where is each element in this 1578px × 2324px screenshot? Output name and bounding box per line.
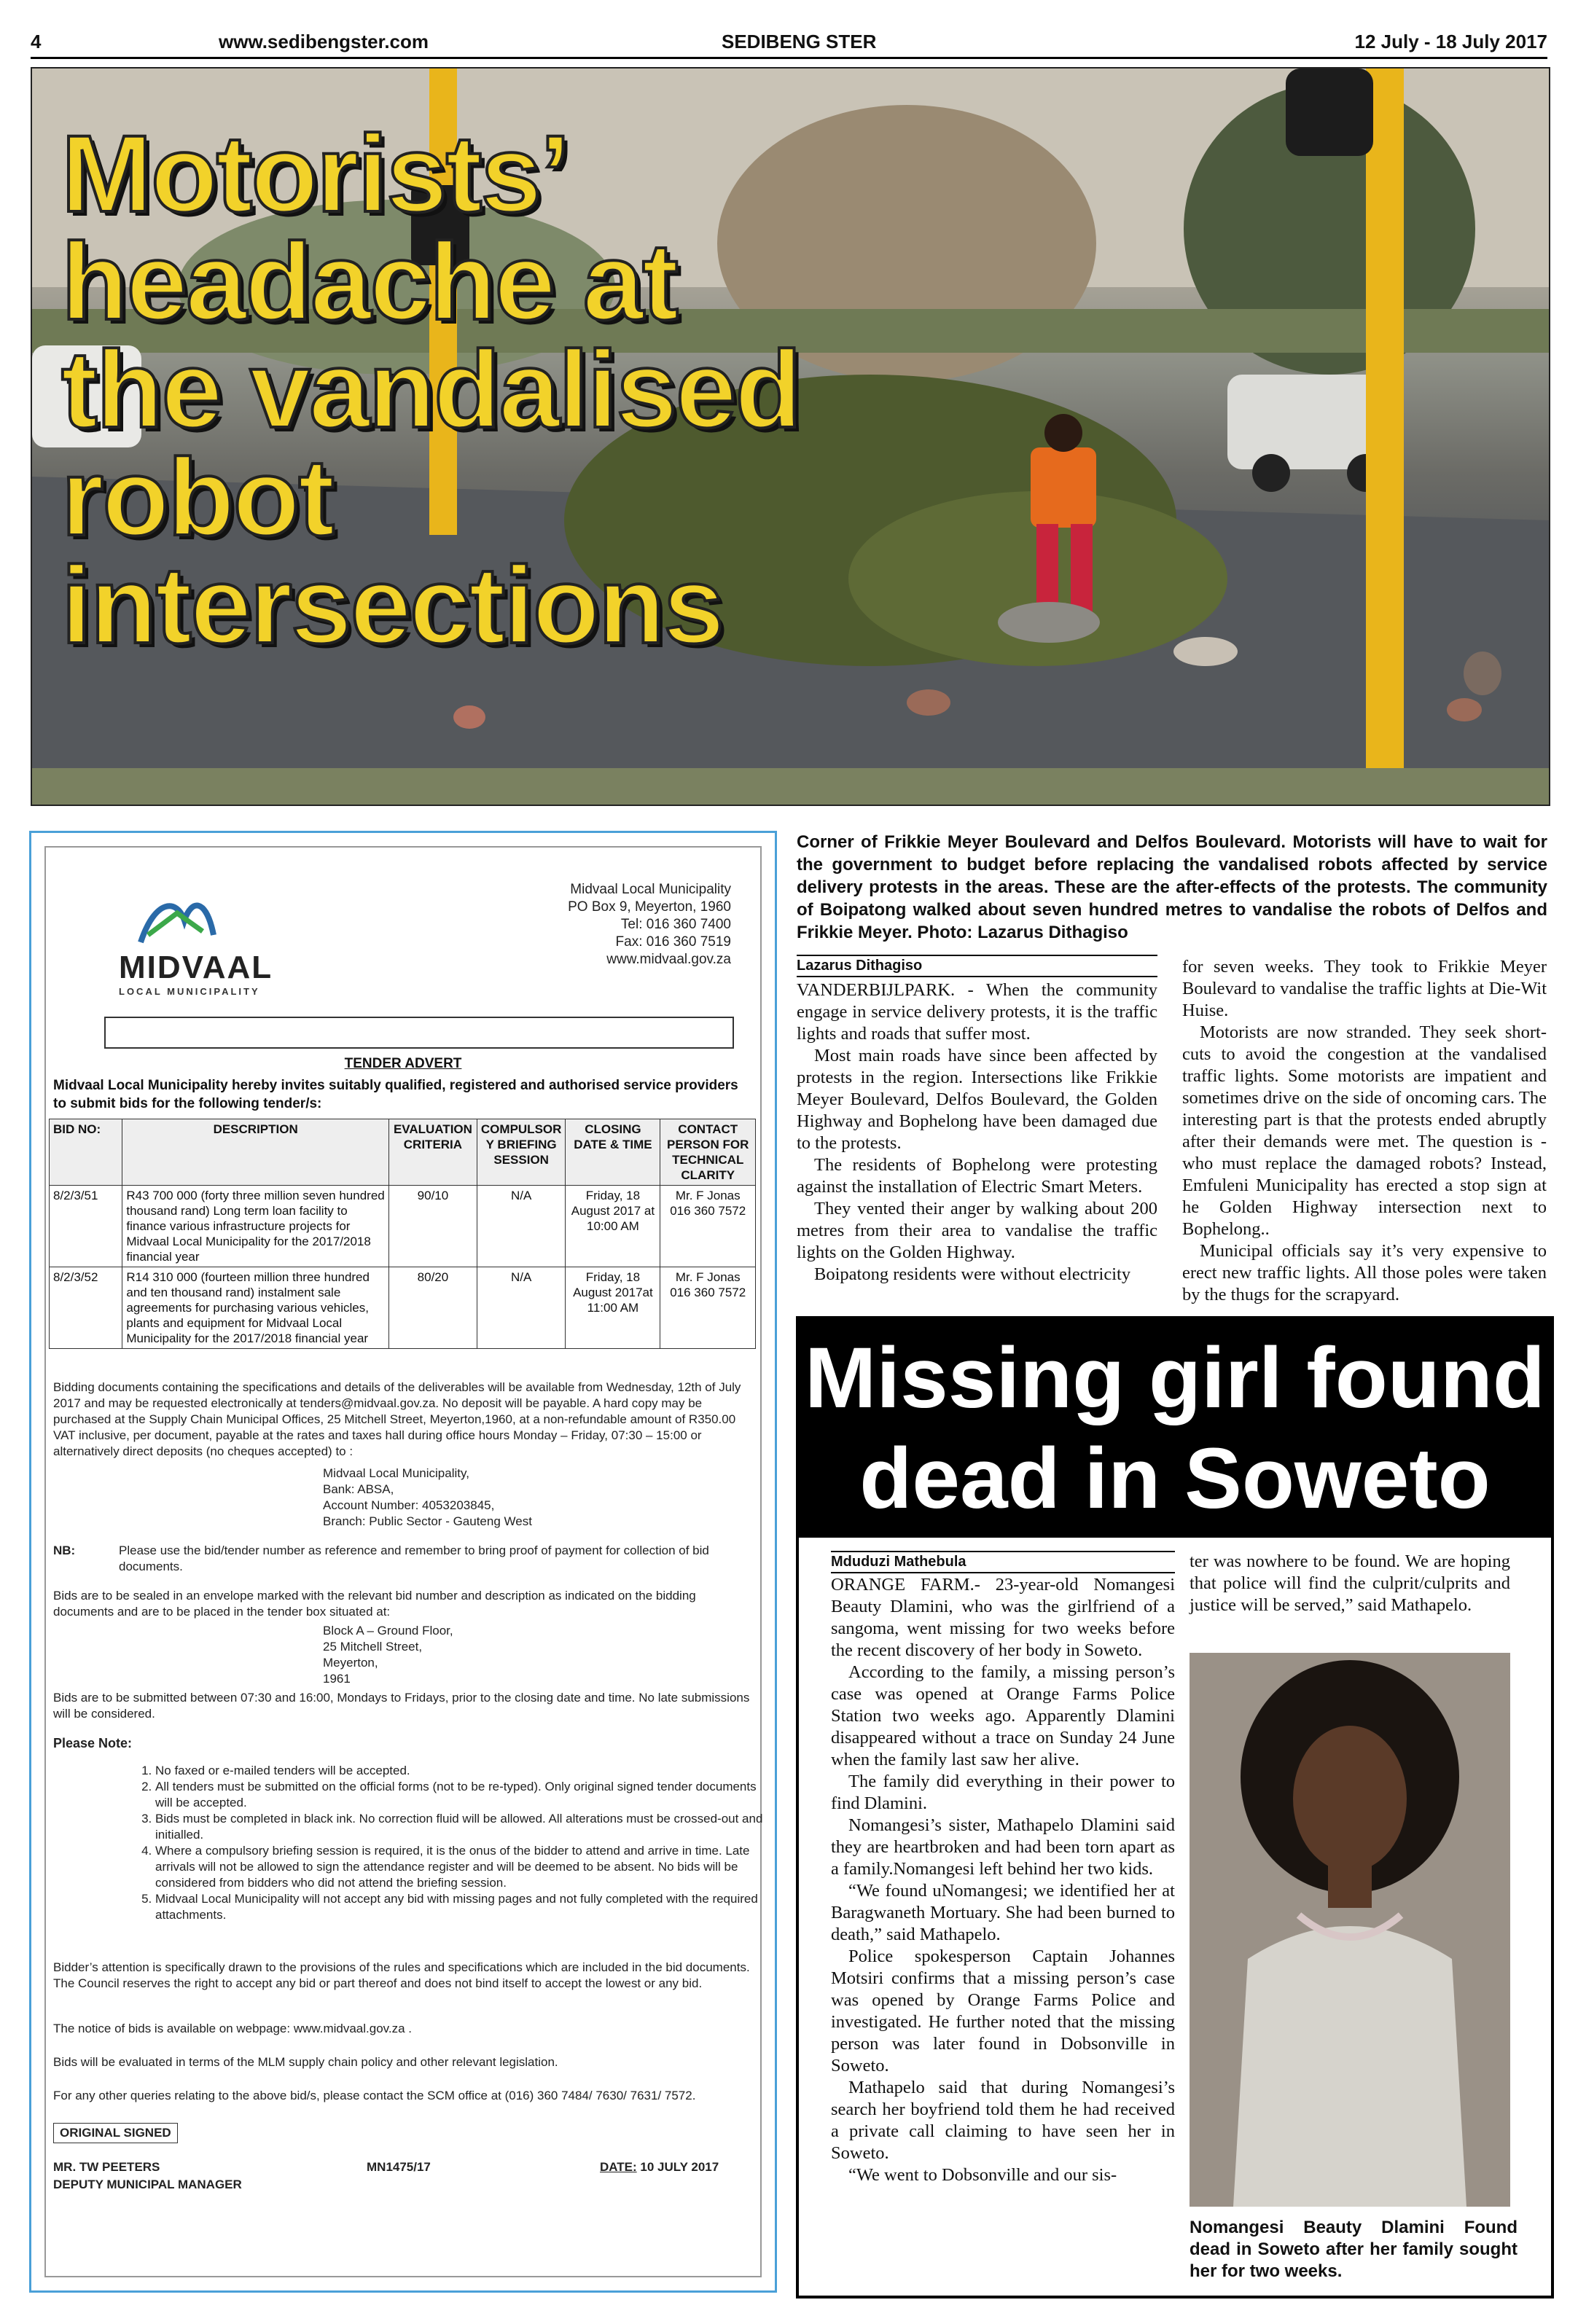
municipality-address (568, 881, 731, 969)
header-box (104, 1017, 734, 1049)
table-header-row (50, 1119, 756, 1186)
paragraph: According to the family, a missing person’s case was opened at Orange Farms Police Station two weeks ago. Apparently Dlamini disappeared without a trace on Sunday 24 June when the family last saw her alive. (831, 1662, 1175, 1769)
cell-brief: N/A (477, 1267, 566, 1349)
address-line: Block A – Ground Floor, (323, 1624, 453, 1638)
cell-contact: Mr. F Jonas 016 360 7572 (660, 1267, 756, 1349)
address-line: Fax: 016 360 7519 (615, 934, 731, 950)
paragraph: They vented their anger by walking about 200 metres from their area to vandalise the traffic lights on the Golden Highway. (797, 1199, 1157, 1262)
col-description: DESCRIPTION (122, 1119, 389, 1186)
lead-headline-line-1: Motorists’ (61, 112, 569, 235)
please-note-label: Please Note: (53, 1736, 133, 1750)
tender-advert (29, 831, 777, 2293)
list-item: 5. Midvaal Local Municipality will not accept any bid with missing pages and not fully completed with the required attachments. (155, 1891, 767, 1923)
paragraph: Boipatong residents were without electricity (814, 1264, 1131, 1284)
list-item: 3. Bids must be completed in black ink. No correction fluid will be allowed. All alterations must be crossed-out and initialled. (155, 1811, 767, 1843)
paragraph: ter was nowhere to be found. We are hoping that police will find the culprit/culprits and justice will be served,” said Mathapelo. (1190, 1552, 1510, 1615)
page-number: 4 (31, 31, 42, 52)
paragraph: Motorists are now stranded. They seek short-cuts to avoid the congestion at the vandalised traffic lights. Some motorists are impatient and sometimes drive on the side of oncoming cars. The interesting part is that the protests ended abruptly after their demands were met. The question is - who must replace the damaged robots? Instead, Emfuleni Municipality has erected a stop sign at he Golden Highway intersection next to Bophelong.. (1182, 1022, 1547, 1239)
lead-headline-line-3: the vandalised (61, 328, 801, 450)
advert-reference: MN1475/17 (367, 2160, 431, 2174)
tender-table (49, 1119, 756, 1349)
advert-title: TENDER ADVERT (344, 1056, 462, 1071)
date-value: 10 JULY 2017 (640, 2160, 719, 2174)
address-line: Midvaal Local Municipality (570, 882, 731, 897)
lead-byline: Lazarus Dithagiso (797, 955, 1157, 977)
tender-box-address (323, 1623, 453, 1687)
bidding-documents-text: Bidding documents containing the specifications and details of the deliverables will be available from Wednesday, 12th of July 2017 and may be requested electronically at tenders@midvaal.gov.za. No deposit will be payable. A hard copy may be purchased at the Supply Chain Municipal Offices, 25 Mitchell Street, Meyerton,1960, at a non-refundable amount of R350.00 VAT inclusive, per document, payable at the rates and taxes hall during office hours Monday – Friday, 07:30 – 15:00 or alternatively direct deposits (no cheques accepted) to : (53, 1380, 741, 1458)
cell-desc: R43 700 000 (forty three million seven hundred thousand rand) Long term loan facility to finance various infrastructure projects for Midvaal Local Municipality for the 2017/2018 financial year (122, 1186, 389, 1267)
hero-photo (31, 67, 1550, 806)
address-line[interactable]: www.midvaal.gov.za (606, 952, 731, 967)
missing-headline (799, 1319, 1551, 1538)
cell-bid: 8/2/3/51 (50, 1186, 122, 1267)
paragraph: ORANGE FARM.- 23-year-old Nomangesi Beauty Dlamini, who was the girlfriend of a sangoma, went missing for two weeks before the recent discovery of her body in Soweto. (831, 1575, 1175, 1660)
list-item: 1. No faxed or e-mailed tenders will be accepted. (155, 1763, 767, 1779)
table-row (50, 1186, 756, 1267)
missing-girl-story (796, 1316, 1554, 2298)
logo-subtext: LOCAL MUNICIPALITY (119, 986, 260, 997)
bank-line: Branch: Public Sector - Gauteng West (323, 1514, 532, 1528)
bank-line: Account Number: 4053203845, (323, 1498, 495, 1512)
midvaal-logo-icon (133, 891, 221, 950)
list-item: 2. All tenders must be submitted on the official forms (not to be re-typed). Only original signed tender documents will be accepted. (155, 1779, 767, 1811)
advert-date (600, 2159, 719, 2175)
nb-text: Please use the bid/tender number as reference and remember to bring proof of payment for collection of bid documents. (119, 1544, 709, 1573)
header-rule (31, 57, 1547, 59)
portrait-caption: Nomangesi Beauty Dlamini Found dead in Soweto after her family sought her for two weeks. (1190, 2218, 1518, 2281)
paragraph: Nomangesi’s sister, Mathapelo Dlamini said they are heartbroken and had been torn apart as a family.Nomangesi left behind her two kids. (831, 1815, 1175, 1879)
logo-text: MIDVAAL (119, 950, 273, 985)
lead-story-col-1 (797, 979, 1157, 1286)
nb-label: NB: (53, 1544, 76, 1557)
missing-headline-line-1: Missing girl found (804, 1330, 1546, 1426)
table-row (50, 1267, 756, 1349)
col-closing: CLOSING DATE & TIME (566, 1119, 660, 1186)
paragraph: “We went to Dobsonville and our sis- (848, 2165, 1117, 2185)
missing-byline: Mduduzi Mathebula (831, 1551, 1175, 1573)
bank-line: Midvaal Local Municipality, (323, 1466, 469, 1480)
portrait-illustration (1190, 1653, 1510, 2207)
paragraph: Municipal officials say it’s very expensive to erect new traffic lights. All those poles were taken by the thugs for the scrapyard. (1182, 1241, 1547, 1304)
bank-details (323, 1466, 532, 1530)
lead-headline-line-5: intersections (61, 544, 723, 666)
submission-times: Bids are to be submitted between 07:30 and 16:00, Mondays to Fridays, prior to the closing date and time. No late submissions will be considered. (53, 1691, 750, 1721)
paragraph: for seven weeks. They took to Frikkie Meyer Boulevard to vandalise the traffic lights at Die-Wit Huise. (1182, 957, 1547, 1020)
date-label: DATE: (600, 2160, 637, 2174)
bidder-attention-text: Bidder’s attention is specifically drawn to the provisions of the rules and specifications which are included in the bid documents. The Council reserves the right to accept any bid or part thereof and does not bind itself to accept the lowest or any bid. (53, 1960, 750, 1990)
list-item: 4. Where a compulsory briefing session is required, it is the onus of the bidder to attend and arrive in time. Late arrivals will not be allowed to sign the attendance register and will be deemed to be absent. No bids will be considered from bidders who did not attend the briefing session. (155, 1843, 767, 1891)
paragraph: Police spokesperson Captain Johannes Motsiri confirms that a missing person’s case was opened by Orange Farms Police and investigated. He further noted that the missing person was later found in Dobsonville in Soweto. (831, 1947, 1175, 2075)
missing-headline-line-2: dead in Soweto (859, 1431, 1491, 1527)
notes-list (133, 1763, 767, 1923)
cell-eval: 80/20 (388, 1267, 477, 1349)
lead-story-col-2 (1182, 956, 1547, 1306)
address-line: PO Box 9, Meyerton, 1960 (568, 899, 731, 915)
missing-story-col-1 (831, 1574, 1175, 2186)
notice-webpage-text[interactable]: The notice of bids is available on webpage: www.midvaal.gov.za . (53, 2022, 413, 2035)
hero-photo-caption: Corner of Frikkie Meyer Boulevard and Delfos Boulevard. Motorists will have to wait for the government to budget before replacing the vandalised robots affected by service delivery protests in the areas. These are the after-effects of the protests. The community of Boipatong walked about seven hundred metres to vandalise the robots of Delfos and Frikkie Meyer. Photo: Lazarus Dithagiso (797, 832, 1547, 942)
address-line: Tel: 016 360 7400 (620, 917, 731, 932)
cell-brief: N/A (477, 1186, 566, 1267)
issue-date: 12 July - 18 July 2017 (1354, 31, 1547, 52)
col-evaluation: EVALUATION CRITERIA (388, 1119, 477, 1186)
victim-portrait-photo (1190, 1653, 1510, 2207)
cell-bid: 8/2/3/52 (50, 1267, 122, 1349)
address-line: Meyerton, (323, 1656, 378, 1670)
paragraph: VANDERBIJLPARK. - When the community engage in service delivery protests, it is the traffic lights and roads that suffer most. (797, 980, 1157, 1044)
paragraph: The family did everything in their power to find Dlamini. (831, 1772, 1175, 1813)
cell-contact: Mr. F Jonas 016 360 7572 (660, 1186, 756, 1267)
paragraph: “We found uNomangesi; we identified her at Baragwaneth Mortuary. She had been burned to death,” said Mathapelo. (831, 1881, 1175, 1944)
original-signed-stamp: ORIGINAL SIGNED (53, 2123, 178, 2143)
cell-closing: Friday, 18 August 2017at 11:00 AM (566, 1267, 660, 1349)
signatory-name: MR. TW PEETERS (53, 2160, 160, 2174)
paragraph: Most main roads have since been affected by protests in the region. Intersections like Frikkie Meyer Boulevard, Delfos Boulevard, the Golden Highway and Bophelong have been damaged due to the protests. (797, 1046, 1157, 1153)
evaluation-policy-text: Bids will be evaluated in terms of the MLM supply chain policy and other relevant legislation. (53, 2055, 558, 2069)
sealed-bids-text: Bids are to be sealed in an envelope marked with the relevant bid number and description as indicated on the bidding documents and are to be placed in the tender box situated at: (53, 1589, 696, 1619)
website-url[interactable]: www.sedibengster.com (219, 31, 429, 52)
tender-advert-frame (44, 846, 762, 2277)
lead-headline-line-4: robot (61, 436, 334, 558)
address-line: 25 Mitchell Street, (323, 1640, 423, 1654)
missing-story-col-2 (1190, 1551, 1510, 1616)
col-contact: CONTACT PERSON FOR TECHNICAL CLARITY (660, 1119, 756, 1186)
address-line: 1961 (323, 1672, 351, 1686)
col-briefing: COMPULSOR Y BRIEFING SESSION (477, 1119, 566, 1186)
advert-intro: Midvaal Local Municipality hereby invites suitably qualified, registered and authorised service providers to submit bids for the following tender/s: (53, 1078, 738, 1111)
paragraph: The residents of Bophelong were protesting against the installation of Electric Smart Meters. (797, 1155, 1157, 1197)
cell-eval: 90/10 (388, 1186, 477, 1267)
masthead-name: SEDIBENG STER (722, 31, 877, 52)
lead-headline-line-2: headache at (61, 220, 678, 343)
paragraph: Mathapelo said that during Nomangesi’s search her boyfriend told them he had received a private call claiming to have seen her in Soweto. (831, 2078, 1175, 2163)
cell-desc: R14 310 000 (fourteen million three hundred and ten thousand rand) instalment sale agreements for purchasing various vehicles, plants and equipment for Midvaal Local Municipality for the 2017/2018 financial year (122, 1267, 389, 1349)
queries-text: For any other queries relating to the above bid/s, please contact the SCM office at (016) 360 7484/ 7630/ 7631/ 7572. (53, 2089, 696, 2102)
col-bid-no: BID NO: (50, 1119, 122, 1186)
signatory-title: DEPUTY MUNICIPAL MANAGER (53, 2178, 242, 2191)
bank-line: Bank: ABSA, (323, 1482, 394, 1496)
cell-closing: Friday, 18 August 2017 at 10:00 AM (566, 1186, 660, 1267)
